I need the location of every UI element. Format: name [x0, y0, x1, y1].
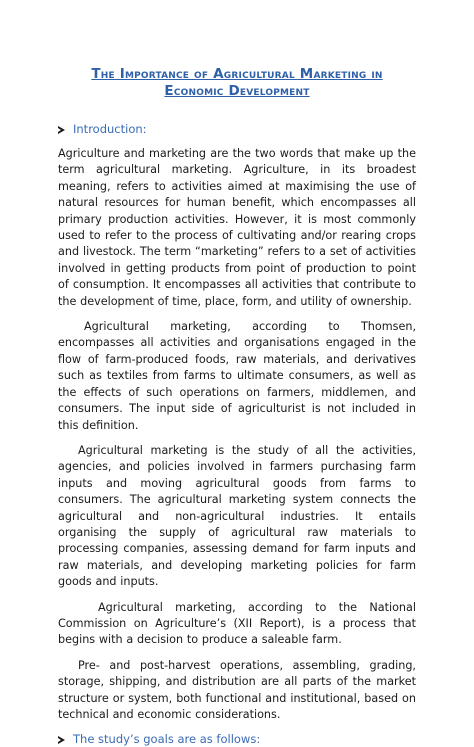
paragraph-4: Agricultural marketing, according to the National Commission on Agriculture’s (XII Report), is a process that begins with a decision to produce a saleable farm.: [58, 600, 416, 647]
paragraph-3: Agricultural marketing is the study of all the activities, agencies, and policies involved in farmers purchasing farm inputs and moving agricultural goods from farms to consumers. The agricultural marketing system connects the agricultural and non-agricultural industries. It entails organising the supply of agricultural raw materials to processing companies, assessing demand for farm inputs and raw materials, and developing marketing policies for farm goods and inputs.: [58, 443, 416, 589]
title-line-1: The Importance of Agricultural Marketing in: [91, 66, 383, 82]
document-title: [58, 66, 416, 100]
heading-introduction: [58, 122, 416, 137]
arrow-bullet-icon: [58, 126, 65, 134]
title-line-2: Economic Development: [164, 83, 310, 99]
heading-introduction-text: Introduction:: [73, 122, 147, 136]
paragraph-2: Agricultural marketing, according to Thomsen, encompasses all activities and organisations engaged in the flow of farm-produced foods, raw materials, and derivatives such as textiles from farms to ultimate consumers, as well as the effects of such operations on farmers, middlemen, and consumers. The input side of agriculturist is not included in this definition.: [58, 320, 416, 432]
paragraph-1: Agriculture and marketing are the two words that make up the term agricultural marketing. Agriculture, in its broadest meaning, refers to activities aimed at maximising the use of natural resources for human benefit, which encompasses all primary production activities. However, it is most commonly used to refer to the process of cultivating and/or rearing crops and livestock. The term “marketing” refers to a set of activities involved in getting products from point of production to point of consumption. It encompasses all activities that contribute to the development of time, place, form, and utility of ownership.: [58, 147, 416, 308]
paragraph-5: Pre- and post-harvest operations, assembling, grading, storage, shipping, and distribution are all parts of the market structure or system, both functional and institutional, based on technical and economic considerations.: [58, 658, 416, 721]
heading-goals-text: The study’s goals are as follows:: [73, 732, 261, 747]
heading-goals: [58, 732, 416, 747]
arrow-bullet-icon: [58, 736, 65, 744]
